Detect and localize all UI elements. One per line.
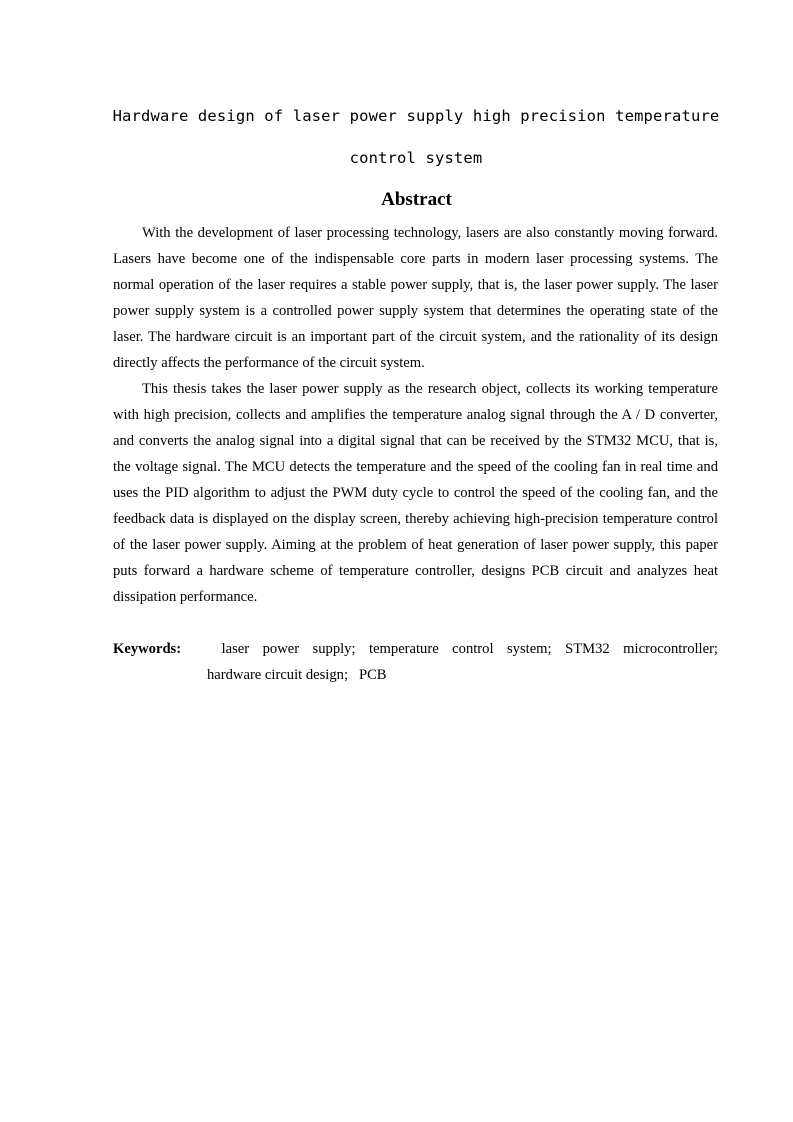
thesis-title-line-2: control system (349, 149, 483, 167)
thesis-title-line-1: Hardware design of laser power supply high precision temperature (112, 107, 720, 125)
keywords-list-2: hardware circuit design; PCB (207, 667, 387, 683)
abstract-heading: Abstract (381, 189, 452, 210)
keywords-block (113, 636, 718, 688)
abstract-paragraph-2: This thesis takes the laser power supply as the research object, collects its working temperature with high precision, collects and amplifies the temperature analog signal through the A / D converter, and converts the analog signal into a digital signal that can be received by the STM32 MCU, that is, the voltage signal. The MCU detects the temperature and the speed of the cooling fan in real time and uses the PID algorithm to adjust the PWM duty cycle to control the speed of the cooling fan, and the feedback data is displayed on the display screen, thereby achieving high-precision temperature control of the laser power supply. Aiming at the problem of heat generation of laser power supply, this paper puts forward a hardware scheme of temperature controller, designs PCB circuit and analyzes heat dissipation performance. (113, 381, 718, 605)
keywords-line-1 (113, 636, 718, 662)
abstract-paragraph-1: With the development of laser processing technology, lasers are also constantly moving forward. Lasers have become one of the indispensable core parts in modern laser processing systems. The normal operation of the laser requires a stable power supply, that is, the laser power supply. The laser power supply system is a controlled power supply system that determines the operating state of the laser. The hardware circuit is an important part of the circuit system, and the rationality of its design directly affects the performance of the circuit system. (113, 225, 718, 371)
keywords-list-1: laser power supply; temperature control system; STM32 microcontroller; (221, 641, 718, 657)
keywords-label: Keywords: (113, 641, 182, 657)
abstract-body (113, 220, 718, 610)
